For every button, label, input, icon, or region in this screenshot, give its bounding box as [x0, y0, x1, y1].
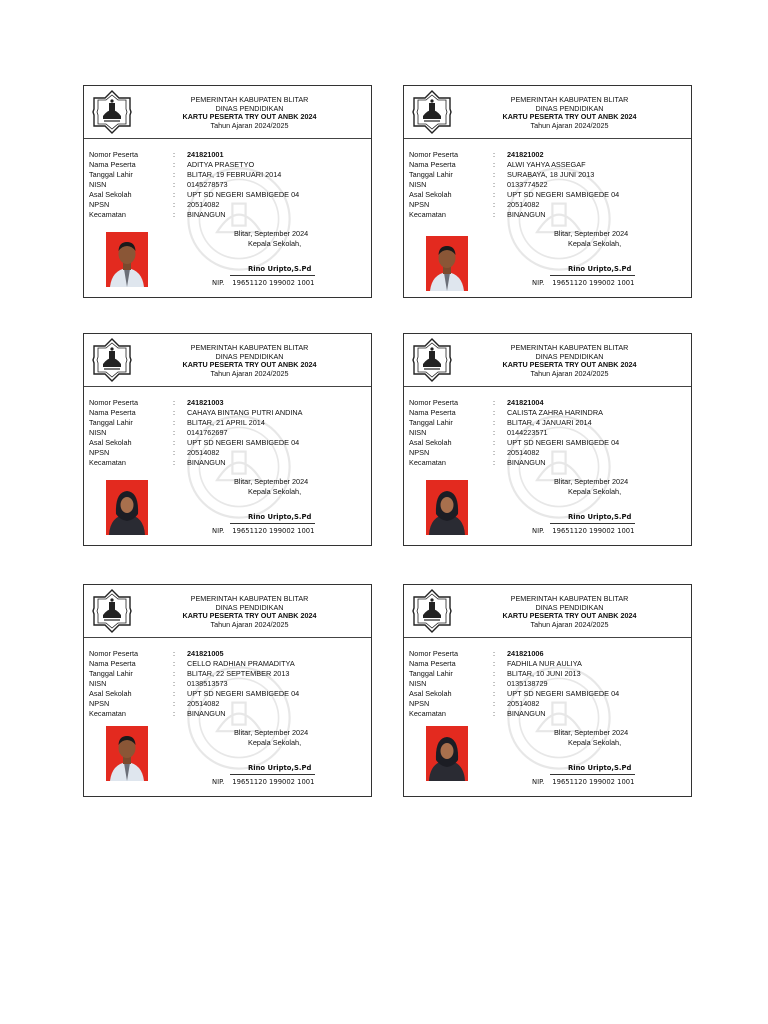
- participant-card: [403, 584, 692, 797]
- field-colon: :: [173, 170, 176, 179]
- principal-name: Rino Uripto,S.Pd: [248, 764, 312, 772]
- field-colon: :: [493, 170, 496, 179]
- principal-name: Rino Uripto,S.Pd: [568, 764, 632, 772]
- nip-label: NIP.: [532, 279, 545, 287]
- field-label-npsn: NPSN: [89, 448, 110, 457]
- field-label-nomor: Nomor Peserta: [89, 150, 139, 159]
- card-header-text: [134, 96, 365, 130]
- field-label-nama: Nama Peserta: [89, 408, 136, 417]
- field-colon: :: [493, 180, 496, 189]
- field-colon: :: [493, 659, 496, 668]
- card-header: [84, 334, 371, 387]
- signature-underline: [230, 523, 315, 524]
- field-colon: :: [493, 699, 496, 708]
- field-colon: :: [493, 438, 496, 447]
- field-row-tanggal: [89, 418, 369, 428]
- field-label-nama: Nama Peserta: [89, 160, 136, 169]
- field-row-kecamatan: [89, 458, 369, 468]
- field-value-nomor: 241821006: [507, 649, 544, 658]
- signature-city-date: Blitar, September 2024: [554, 477, 629, 486]
- field-value-npsn: 20514082: [187, 448, 220, 457]
- field-label-nomor: Nomor Peserta: [409, 398, 459, 407]
- field-value-kecamatan: BINANGUN: [507, 210, 546, 219]
- field-row-npsn: [89, 448, 369, 458]
- card-header: [84, 585, 371, 638]
- participant-card: [403, 85, 692, 298]
- header-government: PEMERINTAH KABUPATEN BLITAR: [190, 594, 309, 603]
- principal-name: Rino Uripto,S.Pd: [568, 513, 632, 521]
- field-colon: :: [493, 458, 496, 467]
- field-row-nisn: [409, 428, 689, 438]
- field-value-tanggal: SURABAYA, 18 JUNI 2013: [507, 170, 595, 179]
- signature-title: Kepala Sekolah,: [568, 239, 622, 248]
- participant-fields: [89, 398, 369, 468]
- field-label-kecamatan: Kecamatan: [409, 458, 446, 467]
- field-value-nisn: 0133774522: [507, 180, 548, 189]
- signature-title: Kepala Sekolah,: [248, 239, 302, 248]
- signature-title: Kepala Sekolah,: [568, 738, 622, 747]
- card-header-text: [454, 344, 685, 378]
- field-colon: :: [173, 408, 176, 417]
- field-label-nisn: NISN: [409, 428, 427, 437]
- field-row-tanggal: [409, 418, 689, 428]
- student-photo-boy-icon: [426, 236, 468, 291]
- signature-block: [532, 728, 687, 786]
- field-value-nomor: 241821001: [187, 150, 224, 159]
- header-government: PEMERINTAH KABUPATEN BLITAR: [510, 95, 629, 104]
- field-row-nama: [89, 408, 369, 418]
- participant-card: [403, 333, 692, 546]
- field-label-tanggal: Tanggal Lahir: [89, 669, 133, 678]
- field-row-kecamatan: [409, 210, 689, 220]
- field-value-sekolah: UPT SD NEGERI SAMBIGEDE 04: [187, 438, 300, 447]
- field-value-npsn: 20514082: [507, 448, 540, 457]
- kabupaten-blitar-emblem-icon: [412, 589, 452, 633]
- field-row-npsn: [89, 699, 369, 709]
- nip-value: 19651120 199002 1001: [232, 279, 315, 287]
- field-row-tanggal: [409, 170, 689, 180]
- principal-nip: [212, 526, 314, 536]
- card-header-text: [454, 96, 685, 130]
- field-value-npsn: 20514082: [507, 699, 540, 708]
- principal-name: Rino Uripto,S.Pd: [248, 513, 312, 521]
- card-header-text: [134, 344, 365, 378]
- field-value-nama: FADHILA NUR AULIYA: [507, 659, 582, 668]
- student-photo-girl-hijab-icon: [106, 480, 148, 535]
- field-label-nama: Nama Peserta: [409, 408, 456, 417]
- field-value-nomor: 241821005: [187, 649, 224, 658]
- field-colon: :: [173, 669, 176, 678]
- field-colon: :: [173, 160, 176, 169]
- field-row-npsn: [409, 448, 689, 458]
- field-label-sekolah: Asal Sekolah: [409, 438, 452, 447]
- principal-nip: [532, 777, 634, 787]
- field-value-npsn: 20514082: [187, 699, 220, 708]
- field-value-nisn: 0135138729: [507, 679, 548, 688]
- header-government: PEMERINTAH KABUPATEN BLITAR: [190, 343, 309, 352]
- field-label-nama: Nama Peserta: [409, 659, 456, 668]
- field-colon: :: [493, 709, 496, 718]
- field-row-nama: [409, 160, 689, 170]
- field-row-sekolah: [89, 438, 369, 448]
- header-department: DINAS PENDIDIKAN: [215, 103, 284, 113]
- field-value-nama: CALISTA ZAHRA HARINDRA: [507, 408, 603, 417]
- field-label-sekolah: Asal Sekolah: [89, 190, 132, 199]
- header-card-title: KARTU PESERTA TRY OUT ANBK 2024: [502, 360, 637, 370]
- field-label-nama: Nama Peserta: [89, 659, 136, 668]
- field-colon: :: [173, 180, 176, 189]
- kabupaten-blitar-emblem-icon: [92, 338, 132, 382]
- field-label-npsn: NPSN: [89, 200, 110, 209]
- participant-fields: [409, 649, 689, 719]
- field-value-nomor: 241821003: [187, 398, 224, 407]
- field-label-kecamatan: Kecamatan: [409, 210, 446, 219]
- field-label-kecamatan: Kecamatan: [89, 210, 126, 219]
- field-colon: :: [173, 679, 176, 688]
- field-row-nama: [89, 659, 369, 669]
- field-colon: :: [493, 150, 496, 159]
- header-school-year: Tahun Ajaran 2024/2025: [210, 619, 289, 629]
- principal-name: Rino Uripto,S.Pd: [248, 265, 312, 273]
- field-value-nisn: 0145278573: [187, 180, 228, 189]
- header-department: DINAS PENDIDIKAN: [535, 351, 604, 361]
- student-photo-boy-icon: [106, 726, 148, 781]
- field-label-tanggal: Tanggal Lahir: [409, 418, 453, 427]
- kabupaten-blitar-emblem-icon: [412, 338, 452, 382]
- participant-fields: [89, 649, 369, 719]
- field-value-sekolah: UPT SD NEGERI SAMBIGEDE 04: [507, 689, 620, 698]
- field-colon: :: [173, 649, 176, 658]
- field-label-npsn: NPSN: [409, 448, 430, 457]
- header-school-year: Tahun Ajaran 2024/2025: [530, 368, 609, 378]
- field-label-sekolah: Asal Sekolah: [89, 438, 132, 447]
- header-school-year: Tahun Ajaran 2024/2025: [210, 120, 289, 130]
- field-colon: :: [173, 709, 176, 718]
- field-colon: :: [173, 418, 176, 427]
- card-header: [404, 585, 691, 638]
- student-photo-girl-hijab-icon: [426, 480, 468, 535]
- signature-underline: [550, 523, 635, 524]
- field-value-nomor: 241821004: [507, 398, 544, 407]
- field-colon: :: [173, 448, 176, 457]
- field-label-sekolah: Asal Sekolah: [409, 190, 452, 199]
- field-label-npsn: NPSN: [409, 200, 430, 209]
- field-label-npsn: NPSN: [89, 699, 110, 708]
- header-government: PEMERINTAH KABUPATEN BLITAR: [510, 343, 629, 352]
- field-value-kecamatan: BINANGUN: [187, 210, 226, 219]
- header-department: DINAS PENDIDIKAN: [215, 602, 284, 612]
- field-colon: :: [493, 649, 496, 658]
- header-card-title: KARTU PESERTA TRY OUT ANBK 2024: [182, 112, 317, 122]
- field-colon: :: [173, 210, 176, 219]
- field-colon: :: [173, 150, 176, 159]
- field-value-sekolah: UPT SD NEGERI SAMBIGEDE 04: [187, 190, 300, 199]
- field-value-sekolah: UPT SD NEGERI SAMBIGEDE 04: [507, 438, 620, 447]
- signature-city-date: Blitar, September 2024: [554, 229, 629, 238]
- field-row-nomor: [89, 398, 369, 408]
- participant-fields: [89, 150, 369, 220]
- nip-label: NIP.: [212, 279, 225, 287]
- field-label-nisn: NISN: [409, 679, 427, 688]
- field-value-kecamatan: BINANGUN: [187, 458, 226, 467]
- field-colon: :: [173, 428, 176, 437]
- field-label-tanggal: Tanggal Lahir: [89, 418, 133, 427]
- signature-title: Kepala Sekolah,: [248, 487, 302, 496]
- field-label-nomor: Nomor Peserta: [89, 398, 139, 407]
- field-row-tanggal: [409, 669, 689, 679]
- field-row-nama: [409, 408, 689, 418]
- field-value-tanggal: BLITAR, 22 SEPTEMBER 2013: [187, 669, 290, 678]
- header-school-year: Tahun Ajaran 2024/2025: [210, 368, 289, 378]
- field-label-nisn: NISN: [89, 428, 107, 437]
- card-header: [84, 86, 371, 139]
- signature-block: [532, 229, 687, 287]
- field-value-nomor: 241821002: [507, 150, 544, 159]
- participant-card: [83, 85, 372, 298]
- field-colon: :: [493, 669, 496, 678]
- field-row-sekolah: [409, 190, 689, 200]
- field-colon: :: [493, 210, 496, 219]
- field-value-nama: ALWI YAHYA ASSEGAF: [507, 160, 586, 169]
- nip-value: 19651120 199002 1001: [232, 778, 315, 786]
- principal-nip: [212, 278, 314, 288]
- field-value-sekolah: UPT SD NEGERI SAMBIGEDE 04: [187, 689, 300, 698]
- principal-nip: [212, 777, 314, 787]
- card-header-text: [134, 595, 365, 629]
- field-row-nomor: [409, 649, 689, 659]
- field-value-kecamatan: BINANGUN: [507, 458, 546, 467]
- header-department: DINAS PENDIDIKAN: [535, 103, 604, 113]
- header-school-year: Tahun Ajaran 2024/2025: [530, 120, 609, 130]
- signature-block: [532, 477, 687, 535]
- field-row-nomor: [409, 150, 689, 160]
- principal-name: Rino Uripto,S.Pd: [568, 265, 632, 273]
- signature-city-date: Blitar, September 2024: [234, 728, 309, 737]
- field-row-sekolah: [89, 190, 369, 200]
- field-label-nama: Nama Peserta: [409, 160, 456, 169]
- field-row-nisn: [409, 679, 689, 689]
- field-colon: :: [173, 689, 176, 698]
- student-photo-girl-hijab-icon: [426, 726, 468, 781]
- field-row-nisn: [89, 428, 369, 438]
- field-value-tanggal: BLITAR, 21 APRIL 2014: [187, 418, 265, 427]
- nip-label: NIP.: [532, 778, 545, 786]
- principal-nip: [532, 526, 634, 536]
- field-value-nama: CELLO RADHIAN PRAMADITYA: [187, 659, 295, 668]
- field-colon: :: [493, 190, 496, 199]
- header-department: DINAS PENDIDIKAN: [535, 602, 604, 612]
- field-label-nisn: NISN: [89, 180, 107, 189]
- field-value-kecamatan: BINANGUN: [187, 709, 226, 718]
- nip-value: 19651120 199002 1001: [552, 279, 635, 287]
- kabupaten-blitar-emblem-icon: [412, 90, 452, 134]
- field-row-nama: [409, 659, 689, 669]
- field-colon: :: [173, 200, 176, 209]
- field-row-nomor: [89, 150, 369, 160]
- field-value-nama: CAHAYA BINTANG PUTRI ANDINA: [187, 408, 303, 417]
- header-card-title: KARTU PESERTA TRY OUT ANBK 2024: [502, 112, 637, 122]
- field-row-nomor: [409, 398, 689, 408]
- header-department: DINAS PENDIDIKAN: [215, 351, 284, 361]
- signature-city-date: Blitar, September 2024: [234, 229, 309, 238]
- field-row-kecamatan: [409, 709, 689, 719]
- signature-block: [212, 477, 367, 535]
- field-row-npsn: [409, 699, 689, 709]
- card-header: [404, 86, 691, 139]
- field-colon: :: [493, 689, 496, 698]
- field-colon: :: [493, 408, 496, 417]
- field-row-nisn: [89, 679, 369, 689]
- field-value-nisn: 0141762697: [187, 428, 228, 437]
- kabupaten-blitar-emblem-icon: [92, 589, 132, 633]
- field-label-tanggal: Tanggal Lahir: [409, 669, 453, 678]
- field-value-tanggal: BLITAR, 10 JUNI 2013: [507, 669, 581, 678]
- field-value-tanggal: BLITAR, 4 JANUARI 2014: [507, 418, 592, 427]
- field-value-kecamatan: BINANGUN: [507, 709, 546, 718]
- field-row-sekolah: [89, 689, 369, 699]
- signature-underline: [230, 774, 315, 775]
- header-government: PEMERINTAH KABUPATEN BLITAR: [510, 594, 629, 603]
- field-label-tanggal: Tanggal Lahir: [89, 170, 133, 179]
- kabupaten-blitar-emblem-icon: [92, 90, 132, 134]
- participant-card: [83, 584, 372, 797]
- signature-underline: [230, 275, 315, 276]
- field-value-npsn: 20514082: [507, 200, 540, 209]
- field-row-sekolah: [409, 689, 689, 699]
- field-colon: :: [173, 190, 176, 199]
- field-colon: :: [493, 679, 496, 688]
- header-card-title: KARTU PESERTA TRY OUT ANBK 2024: [502, 611, 637, 621]
- field-label-tanggal: Tanggal Lahir: [409, 170, 453, 179]
- field-colon: :: [173, 398, 176, 407]
- card-header: [404, 334, 691, 387]
- field-row-nisn: [89, 180, 369, 190]
- field-colon: :: [493, 160, 496, 169]
- field-colon: :: [493, 428, 496, 437]
- field-colon: :: [173, 659, 176, 668]
- field-colon: :: [493, 418, 496, 427]
- field-row-kecamatan: [409, 458, 689, 468]
- field-row-tanggal: [89, 170, 369, 180]
- participant-fields: [409, 150, 689, 220]
- field-label-npsn: NPSN: [409, 699, 430, 708]
- field-label-kecamatan: Kecamatan: [89, 458, 126, 467]
- nip-label: NIP.: [212, 778, 225, 786]
- signature-city-date: Blitar, September 2024: [554, 728, 629, 737]
- principal-nip: [532, 278, 634, 288]
- field-row-nomor: [89, 649, 369, 659]
- field-colon: :: [173, 699, 176, 708]
- header-government: PEMERINTAH KABUPATEN BLITAR: [190, 95, 309, 104]
- signature-title: Kepala Sekolah,: [568, 487, 622, 496]
- field-colon: :: [173, 458, 176, 467]
- nip-label: NIP.: [532, 527, 545, 535]
- header-card-title: KARTU PESERTA TRY OUT ANBK 2024: [182, 611, 317, 621]
- field-label-nomor: Nomor Peserta: [409, 150, 459, 159]
- nip-value: 19651120 199002 1001: [552, 778, 635, 786]
- header-card-title: KARTU PESERTA TRY OUT ANBK 2024: [182, 360, 317, 370]
- nip-label: NIP.: [212, 527, 225, 535]
- field-row-nisn: [409, 180, 689, 190]
- field-label-kecamatan: Kecamatan: [409, 709, 446, 718]
- nip-value: 19651120 199002 1001: [232, 527, 315, 535]
- card-header-text: [454, 595, 685, 629]
- field-colon: :: [493, 448, 496, 457]
- participant-card: [83, 333, 372, 546]
- field-value-nama: ADITYA PRASETYO: [187, 160, 255, 169]
- field-row-kecamatan: [89, 210, 369, 220]
- field-row-nama: [89, 160, 369, 170]
- field-value-nisn: 0138513573: [187, 679, 228, 688]
- field-colon: :: [493, 398, 496, 407]
- field-value-npsn: 20514082: [187, 200, 220, 209]
- field-label-sekolah: Asal Sekolah: [409, 689, 452, 698]
- field-value-sekolah: UPT SD NEGERI SAMBIGEDE 04: [507, 190, 620, 199]
- field-value-tanggal: BLITAR, 19 FEBRUARI 2014: [187, 170, 282, 179]
- field-label-nomor: Nomor Peserta: [409, 649, 459, 658]
- field-label-nisn: NISN: [409, 180, 427, 189]
- student-photo-boy-icon: [106, 232, 148, 287]
- field-label-nisn: NISN: [89, 679, 107, 688]
- field-row-sekolah: [409, 438, 689, 448]
- signature-title: Kepala Sekolah,: [248, 738, 302, 747]
- header-school-year: Tahun Ajaran 2024/2025: [530, 619, 609, 629]
- field-label-kecamatan: Kecamatan: [89, 709, 126, 718]
- field-row-tanggal: [89, 669, 369, 679]
- field-row-npsn: [89, 200, 369, 210]
- signature-block: [212, 229, 367, 287]
- field-colon: :: [173, 438, 176, 447]
- signature-city-date: Blitar, September 2024: [234, 477, 309, 486]
- field-colon: :: [493, 200, 496, 209]
- field-value-nisn: 0144223571: [507, 428, 548, 437]
- participant-fields: [409, 398, 689, 468]
- field-row-kecamatan: [89, 709, 369, 719]
- signature-underline: [550, 774, 635, 775]
- signature-underline: [550, 275, 635, 276]
- signature-block: [212, 728, 367, 786]
- field-label-nomor: Nomor Peserta: [89, 649, 139, 658]
- field-label-sekolah: Asal Sekolah: [89, 689, 132, 698]
- field-row-npsn: [409, 200, 689, 210]
- nip-value: 19651120 199002 1001: [552, 527, 635, 535]
